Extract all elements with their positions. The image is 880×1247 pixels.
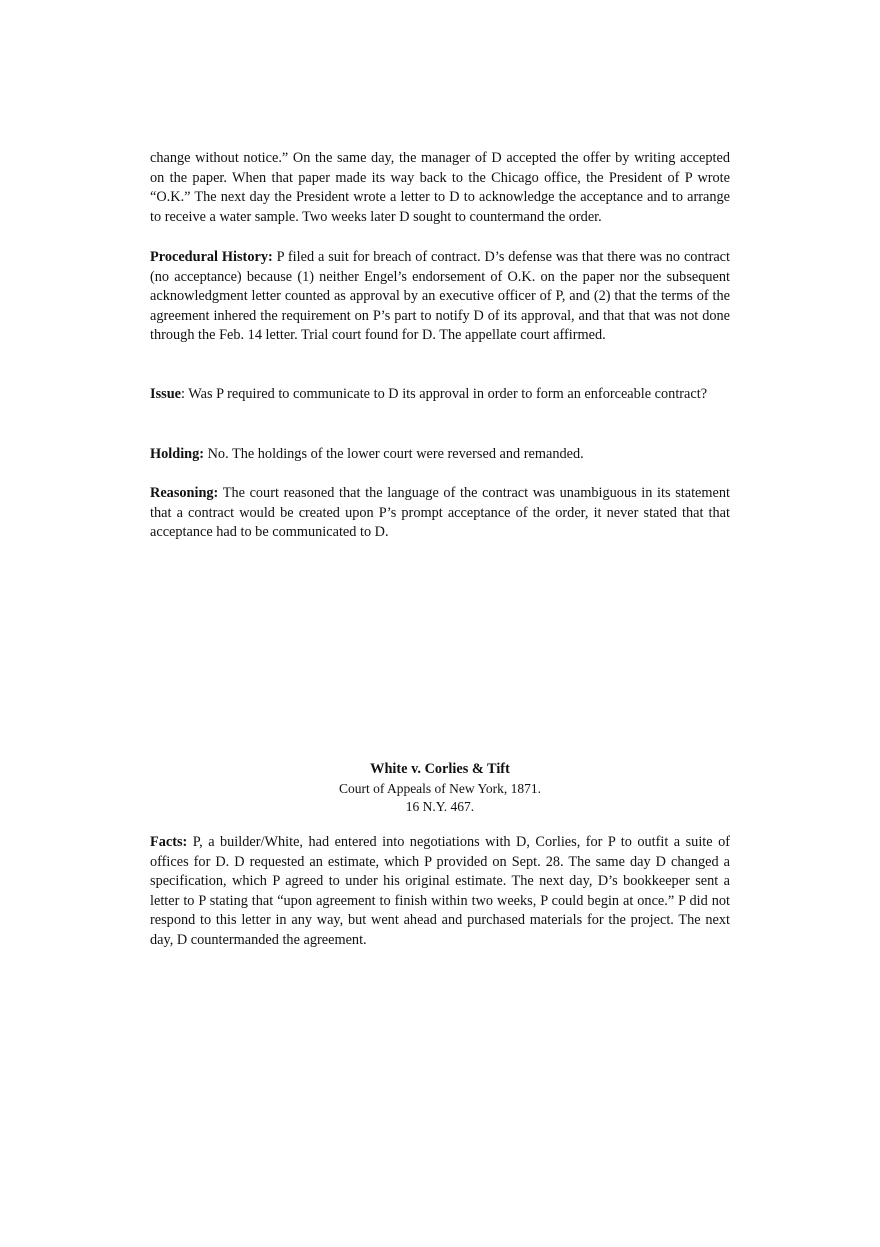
reasoning-paragraph xyxy=(150,484,730,543)
facts-continued-paragraph xyxy=(150,149,730,227)
case-facts-text: P, a builder/White, had entered into negotiations with D, Corlies, for P to outfit a suite of offices for D. D requested an estimate, which P provided on Sept. 28. The same day D changed a specification, which P agreed to under his original estimate. The next day, D’s bookkeeper sent a letter to P stating that “upon agreement to finish within two weeks, P could begin at once.” P did not respond to this letter in any way, but went ahead and purchased materials for the project. The next day, D countermanded the agreement. xyxy=(150,834,730,948)
facts-continued-text: change without notice.” On the same day, the manager of D accepted the offer by writing accepted on the paper. When that paper made its way back to the Chicago office, the President of P wrote “O.K.” The next day the President wrote a letter to D to acknowledge the acceptance and to arrange to receive a water sample. Two weeks later D sought to countermand the order. xyxy=(150,150,730,225)
holding-paragraph xyxy=(150,445,730,465)
issue-paragraph xyxy=(150,385,730,405)
procedural-history-label: Procedural History: xyxy=(150,249,273,265)
procedural-history-paragraph xyxy=(150,248,730,346)
case-court: Court of Appeals of New York, 1871. xyxy=(338,780,542,796)
issue-text: : Was P required to communicate to D its approval in order to form an enforceable contract? xyxy=(181,386,708,402)
case-citation: 16 N.Y. 467. xyxy=(405,798,475,814)
holding-label: Holding: xyxy=(150,446,205,462)
case-facts-label: Facts: xyxy=(150,834,188,850)
case-name: White v. Corlies & Tift xyxy=(370,761,510,777)
reasoning-text: The court reasoned that the language of the contract was unambiguous in its statement that a contract would be created upon P’s prompt acceptance of the order, it never stated that that acceptance had to be communicated to D. xyxy=(150,485,730,541)
issue-label: Issue xyxy=(150,386,181,402)
reasoning-label: Reasoning: xyxy=(150,485,219,501)
procedural-history-text: P filed a suit for breach of contract. D’s defense was that there was no contract (no acceptance) because (1) neither Engel’s endorsement of O.K. on the paper nor the subsequent acknowledgment letter counted as approval by an executive officer of P, and (2) that the terms of the agreement inhered the requirement on P’s part to notify D of its approval, and that that was not done through the Feb. 14 letter. Trial court found for D. The appellate court affirmed. xyxy=(150,249,730,344)
case-heading xyxy=(150,760,730,816)
case-facts-paragraph xyxy=(150,833,730,951)
holding-text: No. The holdings of the lower court were reversed and remanded. xyxy=(204,446,584,462)
